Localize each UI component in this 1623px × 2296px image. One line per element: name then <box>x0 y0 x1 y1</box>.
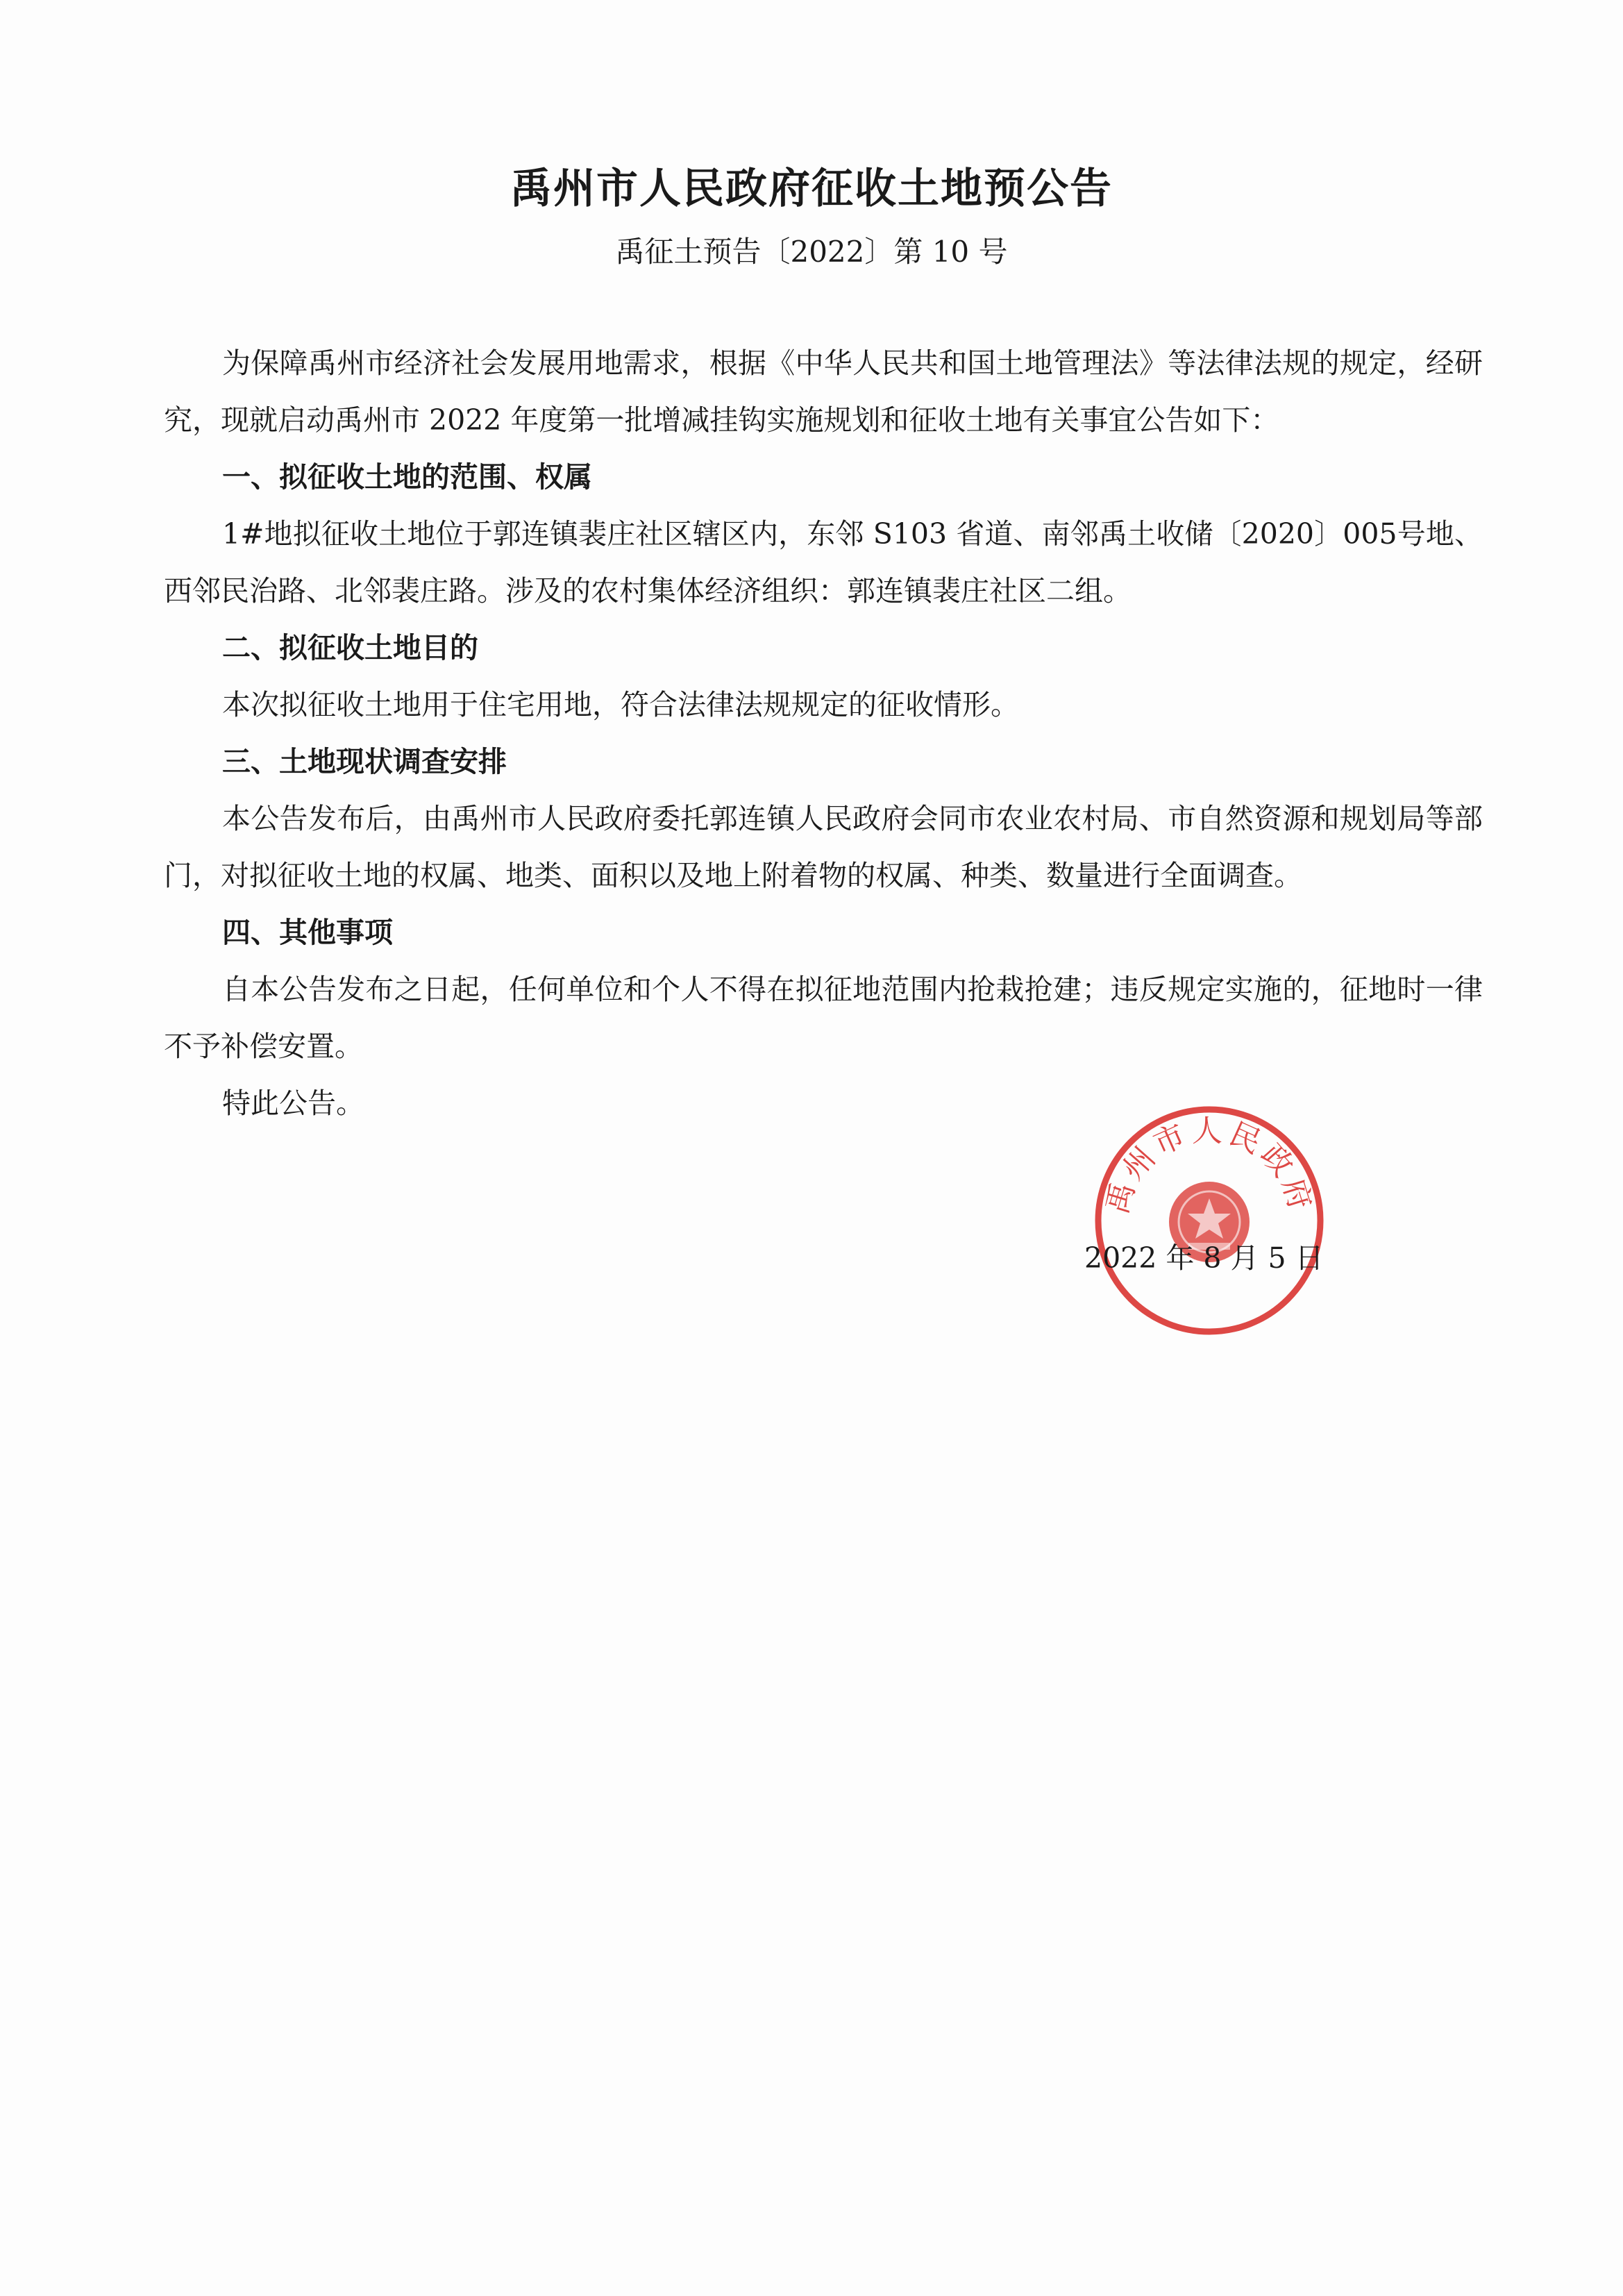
document-body <box>164 335 1483 1132</box>
section-3-text: 本公告发布后，由禹州市人民政府委托郭连镇人民政府会同市农业农村局、市自然资源和规划局等部门，对拟征收土地的权属、地类、面积以及地上附着物的权属、种类、数量进行全面调查。 <box>164 802 1483 892</box>
section-3-heading: 三、土地现状调查安排 <box>222 745 507 778</box>
section-1-text: 1#地拟征收土地位于郭连镇裴庄社区辖区内，东邻 S103 省道、南邻禹土收储〔2020〕005号地、西邻民治路、北邻裴庄路。涉及的农村集体经济组织：郭连镇裴庄社区二组。 <box>164 517 1483 607</box>
section-1-heading: 一、拟征收土地的范围、权属 <box>222 460 592 494</box>
section-2-text: 本次拟征收土地用于住宅用地，符合法律法规规定的征收情形。 <box>222 688 1019 721</box>
document-date: 2022 年 8 月 5 日 <box>1084 1241 1324 1275</box>
section-4-heading: 四、其他事项 <box>222 916 393 949</box>
official-seal <box>1091 1103 1327 1339</box>
document-number: 禹征土预告〔2022〕第 10 号 <box>615 235 1008 269</box>
seal-arc-text: 禹州市人民政府 <box>1099 1113 1320 1218</box>
section-4-text: 自本公告发布之日起，任何单位和个人不得在拟征地范围内抢栽抢建；违反规定实施的，征地时一律不予补偿安置。 <box>164 973 1483 1063</box>
closing-text: 特此公告。 <box>222 1087 364 1120</box>
section-2-heading: 二、拟征收土地目的 <box>222 631 478 664</box>
intro-paragraph: 为保障禹州市经济社会发展用地需求，根据《中华人民共和国土地管理法》等法律法规的规定，经研究，现就启动禹州市 2022 年度第一批增减挂钩实施规划和征收土地有关事宜公告如下： <box>164 346 1483 437</box>
document-title: 禹州市人民政府征收土地预公告 <box>510 165 1113 213</box>
